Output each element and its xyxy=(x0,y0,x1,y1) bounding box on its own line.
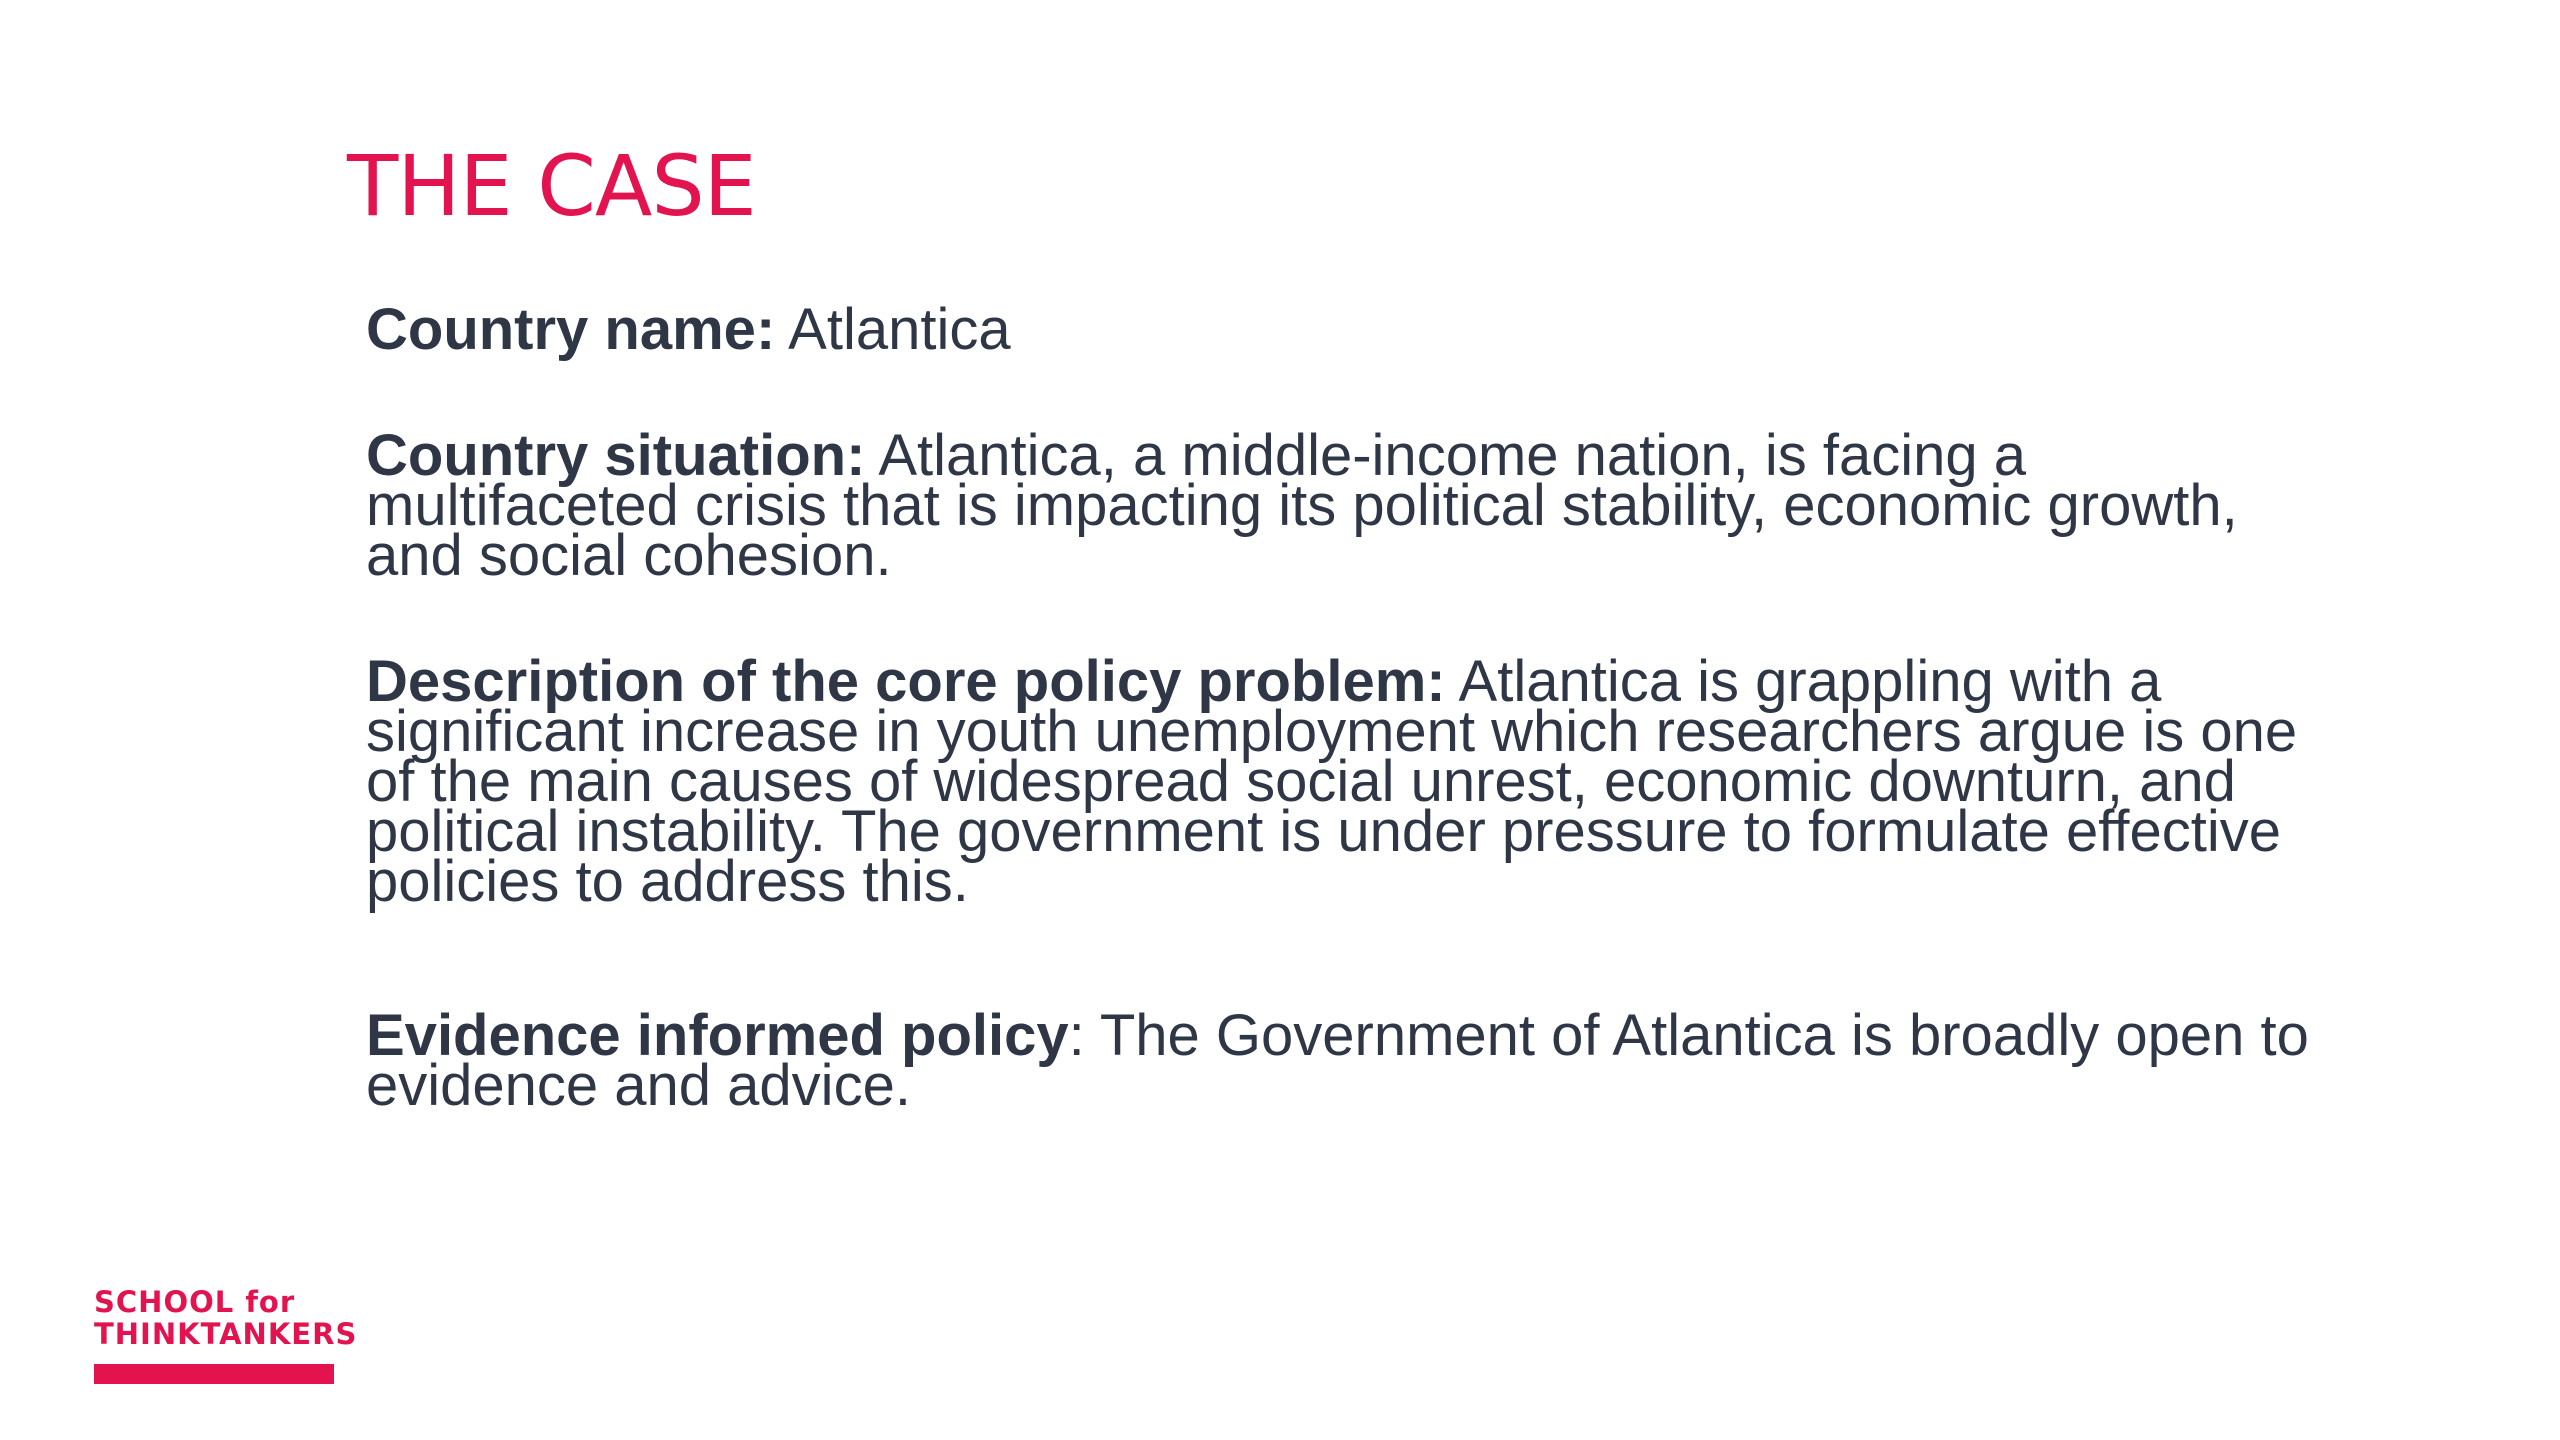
logo-line-1: SCHOOL for xyxy=(94,1285,296,1319)
country-situation-paragraph xyxy=(366,423,2238,588)
country-situation-text-line: Atlantica, a middle-income nation, is facing a xyxy=(865,423,2027,488)
school-for-thinktankers-logo xyxy=(94,1285,358,1384)
core-problem-text-line: of the main causes of widespread social unrest, economic downturn, and xyxy=(366,749,2236,814)
core-problem-text-line: significant increase in youth unemployment which researchers argue is one xyxy=(366,699,2298,764)
country-situation-text-line: multifaceted crisis that is impacting its political stability, economic growth, xyxy=(366,473,2238,538)
core-problem-text-line: policies to address this. xyxy=(366,849,969,914)
core-problem-paragraph xyxy=(366,649,2298,914)
evidence-policy-text-line: evidence and advice. xyxy=(366,1053,911,1118)
country-name-label: Country name: xyxy=(366,297,776,362)
country-situation-label: Country situation: xyxy=(366,423,866,488)
core-problem-text-line: Atlantica is grappling with a xyxy=(1445,649,2162,714)
core-problem-text-line: political instability. The government is under pressure to formulate effective xyxy=(366,799,2281,864)
country-name-paragraph xyxy=(366,297,1011,362)
logo-line-2: THINKTANKERS xyxy=(94,1317,358,1351)
country-situation-text-line: and social cohesion. xyxy=(366,523,892,588)
slide-title: THE CASE xyxy=(347,137,756,235)
logo-underline-bar xyxy=(94,1364,334,1384)
evidence-policy-label: Evidence informed policy xyxy=(366,1003,1069,1068)
country-name-value: Atlantica xyxy=(775,297,1011,362)
evidence-policy-paragraph xyxy=(366,1003,2309,1118)
evidence-policy-text-line: : The Government of Atlantica is broadly open to xyxy=(1068,1003,2309,1068)
core-problem-label: Description of the core policy problem: xyxy=(366,649,1446,714)
